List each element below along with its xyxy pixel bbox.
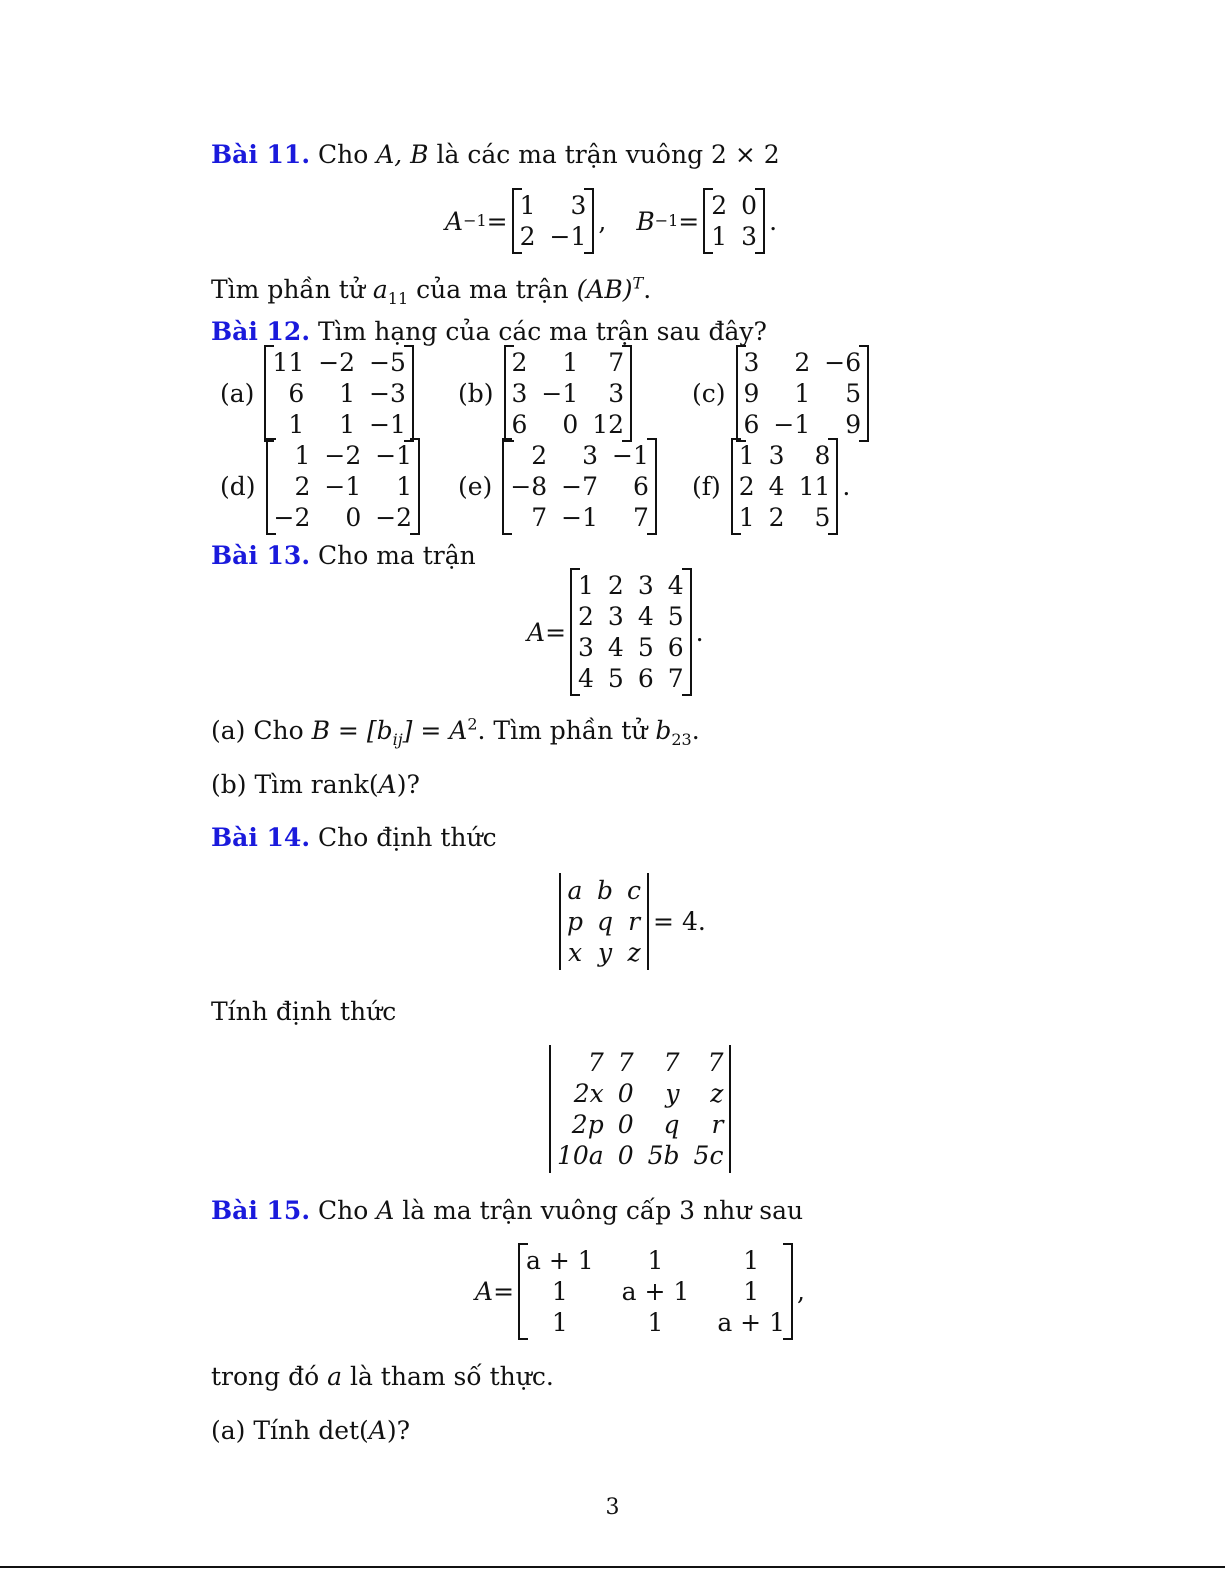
bottom-rule [0,1566,1225,1568]
b15-note [211,1362,554,1392]
matrix-cell: −2 [324,441,362,470]
matrix-cell: 1 [647,1246,664,1275]
matrix-cell: 6 [743,410,760,439]
b15-lhs: A [475,1277,494,1306]
matrix-cell: −1 [541,379,579,408]
b11-eq-a: = [486,206,508,236]
b13-lhs: A [527,617,546,647]
matrix-cell: 7 [707,1048,724,1077]
b11-label: Bài 11. [211,140,311,169]
matrix-cell: 1 [711,222,728,251]
b15-text1: Cho [310,1196,377,1225]
matrix-cell: 6 [288,379,305,408]
b12-item [458,345,636,442]
b13-a-sub2: 23 [671,730,692,749]
matrix-cell: 1 [396,472,413,501]
matrix-cell: −7 [561,472,599,501]
b11-intro-rest: là các ma trận vuông 2 × 2 [428,140,780,169]
b15-note-var: a [327,1362,343,1391]
b11-task-text2: của ma trận [408,275,577,304]
b13-equation [527,568,704,696]
matrix-cell: −2 [273,503,311,532]
b13-b-var: A [378,770,397,799]
matrix-cell: 2 [768,503,785,532]
matrix-cell: 1 [339,410,356,439]
b13-end: . [695,617,704,647]
b15-end: , [796,1277,805,1306]
matrix-cell: 6 [667,633,684,662]
b15-heading [211,1196,803,1226]
b13-part-a [211,714,700,749]
b14-determinant-2 [545,1045,735,1173]
b15-equation [475,1243,805,1340]
b11-task-sup: T [632,273,644,293]
b11-task-var: a [372,275,388,304]
matrix-cell: 3 [511,379,528,408]
b12-item-tag: (e) [458,472,493,501]
matrix-cell: 7 [608,348,625,377]
b12-item-matrix [731,438,839,535]
b13-a-expr: B = [b [311,716,393,745]
matrix-cell: 1 [339,379,356,408]
matrix-cell: x [567,938,583,967]
b11-separator: , [598,206,607,236]
b13-eq: = [545,617,567,647]
matrix-cell: 12 [592,410,625,439]
b15-a-text: Tính det( [245,1416,369,1445]
matrix-cell: 4 [667,571,684,600]
b14-label: Bài 14. [211,823,311,852]
matrix-cell: 3 [607,602,624,631]
matrix-cell: 0 [617,1110,634,1139]
matrix-cell: −6 [824,348,862,377]
b15-a-tag: (a) [211,1416,246,1445]
b11-vars: A, B [376,140,429,169]
matrix-cell: 5 [607,664,624,693]
matrix-cell: 0 [617,1141,634,1170]
matrix-cell: −2 [375,503,413,532]
b13-heading [211,541,476,571]
b12-item-matrix [264,345,414,442]
matrix-cell: 7 [632,503,649,532]
b12-item [220,438,424,535]
b12-item-matrix [502,438,657,535]
matrix-cell: r [711,1110,724,1139]
matrix-cell: 1 [794,379,811,408]
matrix-cell: 1 [519,191,536,220]
matrix-cell: 3 [743,348,760,377]
matrix-cell: a [567,876,583,905]
matrix-cell: 4 [578,664,594,693]
matrix-cell: z [710,1079,724,1108]
b14-task [211,997,396,1027]
b11-eq-b: = [678,206,700,236]
b13-a-tag: (a) [211,716,246,745]
b13-a-end: . [691,716,700,745]
b13-a-text2: . Tìm phần tử [477,716,656,745]
matrix-cell: 8 [814,441,831,470]
matrix-cell: 2p [571,1110,604,1139]
b12-item [692,438,850,535]
matrix-cell: 1 [551,1277,568,1306]
matrix-cell: 1 [738,503,755,532]
matrix-cell: 11 [272,348,305,377]
matrix-cell: 2 [531,441,548,470]
matrix-cell: 7 [667,664,684,693]
matrix-cell: 0 [562,410,579,439]
matrix-cell: 5 [637,633,654,662]
matrix-cell: 7 [663,1048,680,1077]
matrix-cell: 3 [570,191,587,220]
b15-matrix [518,1243,793,1340]
b14-determinant-1 [555,873,706,970]
page-number: 3 [605,1495,620,1520]
matrix-cell: a + 1 [621,1277,690,1306]
matrix-cell: 3 [768,441,785,470]
matrix-cell: 1 [647,1308,664,1337]
b13-b-end: )? [396,770,420,799]
b12-item-matrix [736,345,870,442]
matrix-cell: 2x [573,1079,604,1108]
b15-part-a [211,1416,410,1446]
matrix-cell: −1 [612,441,649,470]
matrix-cell: 3 [578,633,594,662]
b12-item [458,438,661,535]
matrix-cell: 1 [294,441,311,470]
b11-equation: A −1 = 1 3 2 −1 , B −1 = 2 0 1 3 . [445,188,777,254]
b15-note-text: trong đó [211,1362,328,1391]
b12-text: Tìm hạng của các ma trận sau đây? [310,317,767,346]
matrix-cell: 0 [741,191,758,220]
matrix-cell: 2 [738,472,755,501]
matrix-cell: 1 [578,571,594,600]
b11-intro: Cho [317,140,377,169]
matrix-cell: 2 [511,348,528,377]
b13-a-text: Cho [245,716,312,745]
b11-matrix-b-inverse [703,188,765,254]
b12-item-tag: (d) [220,472,256,501]
b12-item-matrix [266,438,421,535]
b12-item [692,345,873,442]
matrix-cell: 5c [693,1141,724,1170]
matrix-cell: −1 [773,410,811,439]
matrix-cell: y [597,938,613,967]
matrix-cell: −5 [369,348,406,377]
matrix-cell: 7 [531,503,548,532]
matrix-cell: −1 [549,222,587,251]
matrix-cell: 11 [798,472,831,501]
matrix-cell: a + 1 [717,1308,785,1337]
b12-item-tag: (b) [458,379,494,408]
matrix-cell: 0 [617,1079,634,1108]
b12-item-matrix [504,345,633,442]
b13-a-sub: ij [392,730,403,749]
b12-label: Bài 12. [211,317,311,346]
matrix-cell: 3 [637,571,654,600]
b13-b-text: Tìm rank( [246,770,379,799]
matrix-cell: 9 [743,379,760,408]
b11-a-lhs: A [445,206,464,236]
b14-det2-matrix [549,1045,731,1173]
matrix-cell: 1 [288,410,305,439]
b11-heading [211,140,780,170]
b12-end: . [842,472,851,501]
matrix-cell: p [567,907,584,936]
b15-var: A [376,1196,395,1225]
b11-matrix-a-inverse [512,188,595,254]
matrix-cell: 4 [637,602,654,631]
b14-task-text: Tính định thức [211,997,397,1026]
b15-label: Bài 15. [211,1196,311,1225]
matrix-cell: q [663,1110,680,1139]
matrix-cell: 2 [519,222,536,251]
b12-item [220,345,418,442]
matrix-cell: 5 [845,379,862,408]
matrix-cell: −8 [510,472,548,501]
b11-task-sub: 11 [387,289,409,308]
matrix-cell: 10a [557,1141,604,1170]
matrix-cell: 0 [345,503,362,532]
b13-matrix [570,568,692,696]
matrix-cell: 5 [814,503,831,532]
b14-text: Cho định thức [310,823,497,852]
matrix-cell: 4 [768,472,785,501]
matrix-cell: q [597,907,614,936]
matrix-cell: 6 [632,472,649,501]
matrix-cell: 1 [562,348,579,377]
matrix-cell: 1 [551,1308,568,1337]
matrix-cell: 3 [608,379,625,408]
matrix-cell: c [627,876,642,905]
matrix-cell: 6 [637,664,654,693]
b11-end: . [769,206,778,236]
matrix-cell: −1 [561,503,599,532]
matrix-cell: 3 [582,441,599,470]
b13-label: Bài 13. [211,541,311,570]
matrix-cell: −1 [369,410,406,439]
b12-item-tag: (f) [692,472,721,501]
matrix-cell: a + 1 [526,1246,594,1275]
b14-det-matrix [559,873,649,970]
matrix-cell: r [628,907,641,936]
matrix-cell: 2 [294,472,311,501]
matrix-cell: 3 [741,222,758,251]
matrix-cell: 5b [647,1141,680,1170]
matrix-cell: 1 [743,1246,760,1275]
matrix-cell: 2 [578,602,594,631]
b13-a-expr2: ] = A [402,716,468,745]
matrix-cell: −2 [318,348,356,377]
matrix-cell: 2 [711,191,728,220]
matrix-cell: 7 [617,1048,634,1077]
b13-part-b [211,770,420,800]
b11-task-end: . [643,275,652,304]
matrix-cell: 1 [738,441,755,470]
b13-b-tag: (b) [211,770,247,799]
b14-det-rhs: = 4. [653,907,706,936]
b15-a-var: A [368,1416,387,1445]
b13-a-var: b [655,716,672,745]
matrix-cell: 2 [607,571,624,600]
b13-text: Cho ma trận [310,541,476,570]
b15-eq: = [493,1277,515,1306]
b11-task [211,273,652,308]
matrix-cell: 2 [794,348,811,377]
matrix-cell: b [597,876,614,905]
matrix-cell: 1 [743,1277,760,1306]
matrix-cell: 6 [511,410,528,439]
matrix-cell: −1 [375,441,413,470]
matrix-cell: 4 [607,633,624,662]
matrix-cell: 5 [667,602,684,631]
b11-task-text: Tìm phần tử [211,275,373,304]
b11-task-expr: (AB) [576,275,633,304]
b13-a-sup: 2 [467,714,478,734]
matrix-cell: −1 [324,472,362,501]
b12-item-tag: (a) [220,379,255,408]
b15-text2: là ma trận vuông cấp 3 như sau [394,1196,804,1225]
b12-heading [211,317,767,347]
matrix-cell: z [627,938,641,967]
b15-note-text2: là tham số thực. [342,1362,554,1391]
b12-item-tag: (c) [692,379,726,408]
matrix-cell: 9 [845,410,862,439]
matrix-cell: y [665,1079,680,1108]
b15-a-end: )? [386,1416,411,1445]
matrix-cell: −3 [369,379,406,408]
matrix-cell: 7 [587,1048,604,1077]
b11-b-lhs: B [636,206,655,236]
b14-heading [211,823,497,853]
